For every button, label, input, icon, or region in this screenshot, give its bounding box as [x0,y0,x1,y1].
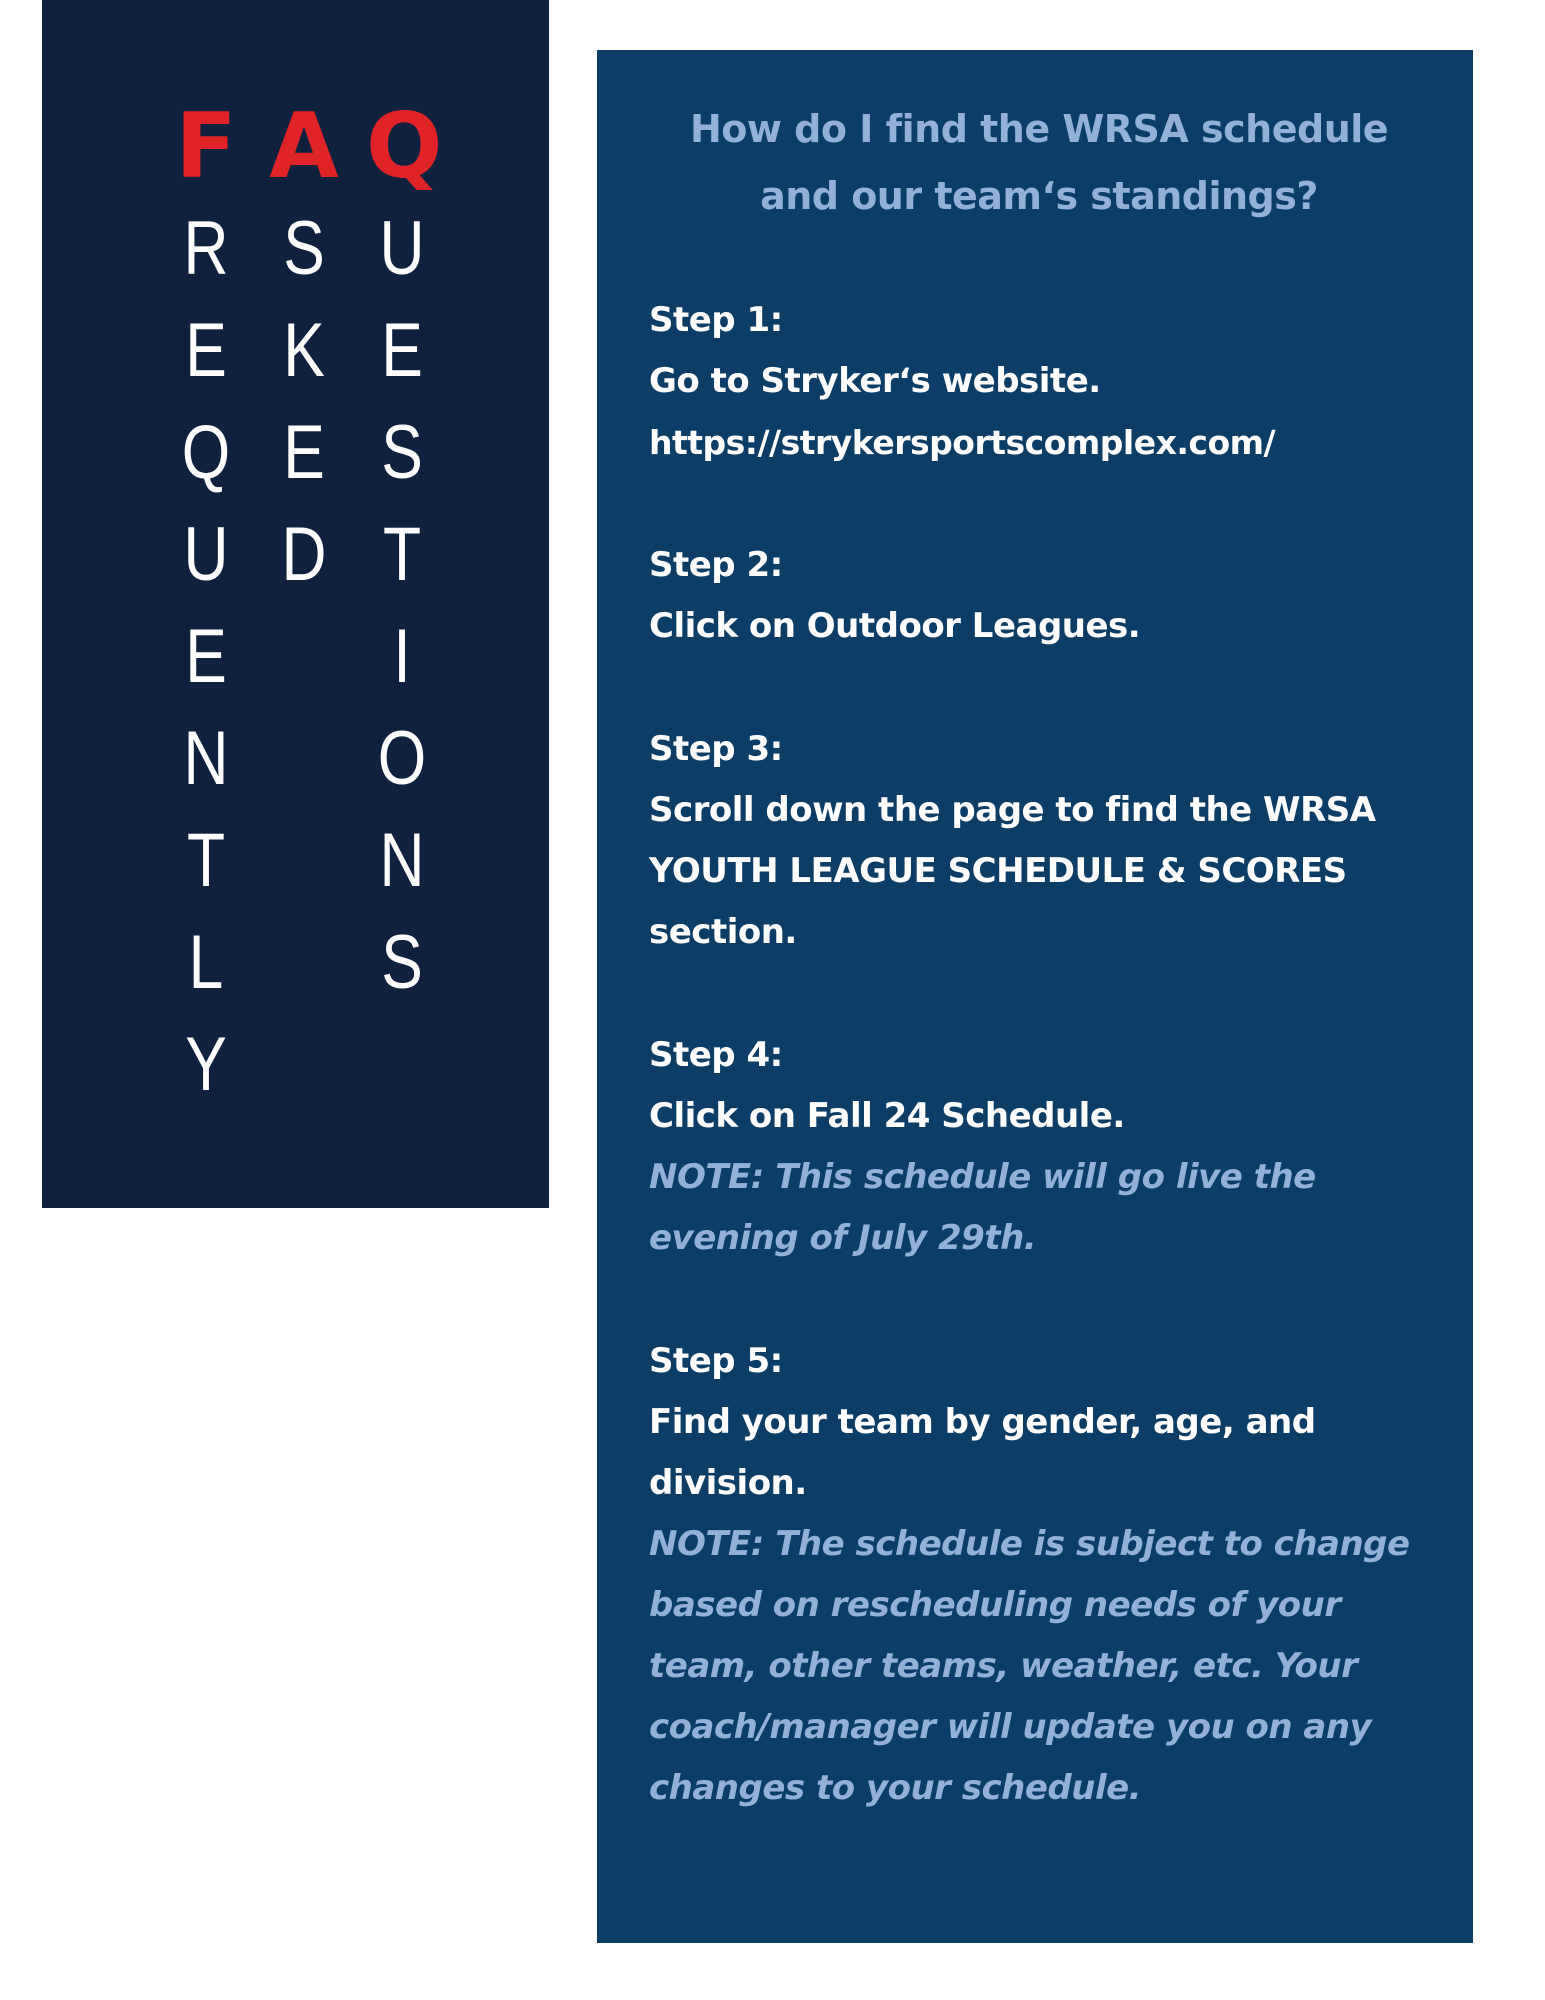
letter: S [381,410,423,495]
faq-column-asked [268,96,340,606]
step-title: Step 5: [649,1341,783,1381]
step-2 [649,535,1429,657]
faq-column-frequently [170,96,242,1116]
step-title: Step 4: [649,1035,783,1075]
letter: U [379,206,425,291]
step-5 [649,1331,1429,1819]
step-1 [649,290,1429,473]
step-note: NOTE: This schedule will go live the evening of July 29th. [649,1157,1316,1258]
letter: Q [181,410,231,495]
letter: Y [185,1022,227,1107]
letter: S [283,206,325,291]
letter: E [185,308,227,393]
letter: I [393,614,411,699]
step-text: Click on Fall 24 Schedule. [649,1096,1125,1136]
letter: D [281,512,327,597]
letter: E [185,614,227,699]
faq-question-heading: How do I find the WRSA schedule and our team‘s standings? [689,107,1389,218]
faq-content-panel [597,50,1473,1943]
faq-letter-f: F [175,94,237,199]
letter: T [186,818,226,903]
letter: T [382,512,422,597]
letter: R [183,206,229,291]
step-title: Step 1: [649,300,783,340]
letter: N [183,716,229,801]
step-text: Find your team by gender, age, and division. [649,1402,1316,1503]
faq-column-questions [366,94,443,1014]
letter: U [183,512,229,597]
faq-letter-q: Q [366,94,443,199]
website-url: https://strykersportscomplex.com/ [649,423,1276,462]
step-text: Click on Outdoor Leagues. [649,606,1141,646]
letter: K [283,308,325,393]
faq-letter-a: A [269,94,339,199]
step-4 [649,1025,1429,1269]
letter: N [379,818,425,903]
faq-sidebar-panel [42,0,549,1208]
step-title: Step 3: [649,729,783,769]
letter: L [188,920,224,1005]
letter: E [283,410,325,495]
step-text: Scroll down the page to find the WRSA YOUTH LEAGUE SCHEDULE & SCORES section. [649,790,1376,952]
step-title: Step 2: [649,545,783,585]
letter: S [381,920,423,1005]
step-text: Go to Stryker‘s website. [649,361,1101,401]
letter: E [381,308,423,393]
step-3 [649,719,1429,963]
step-note: NOTE: The schedule is subject to change based on rescheduling needs of your team, other teams, weather, etc. Your coach/manager will update you on any changes to your schedule. [649,1524,1410,1808]
letter: O [377,716,427,801]
